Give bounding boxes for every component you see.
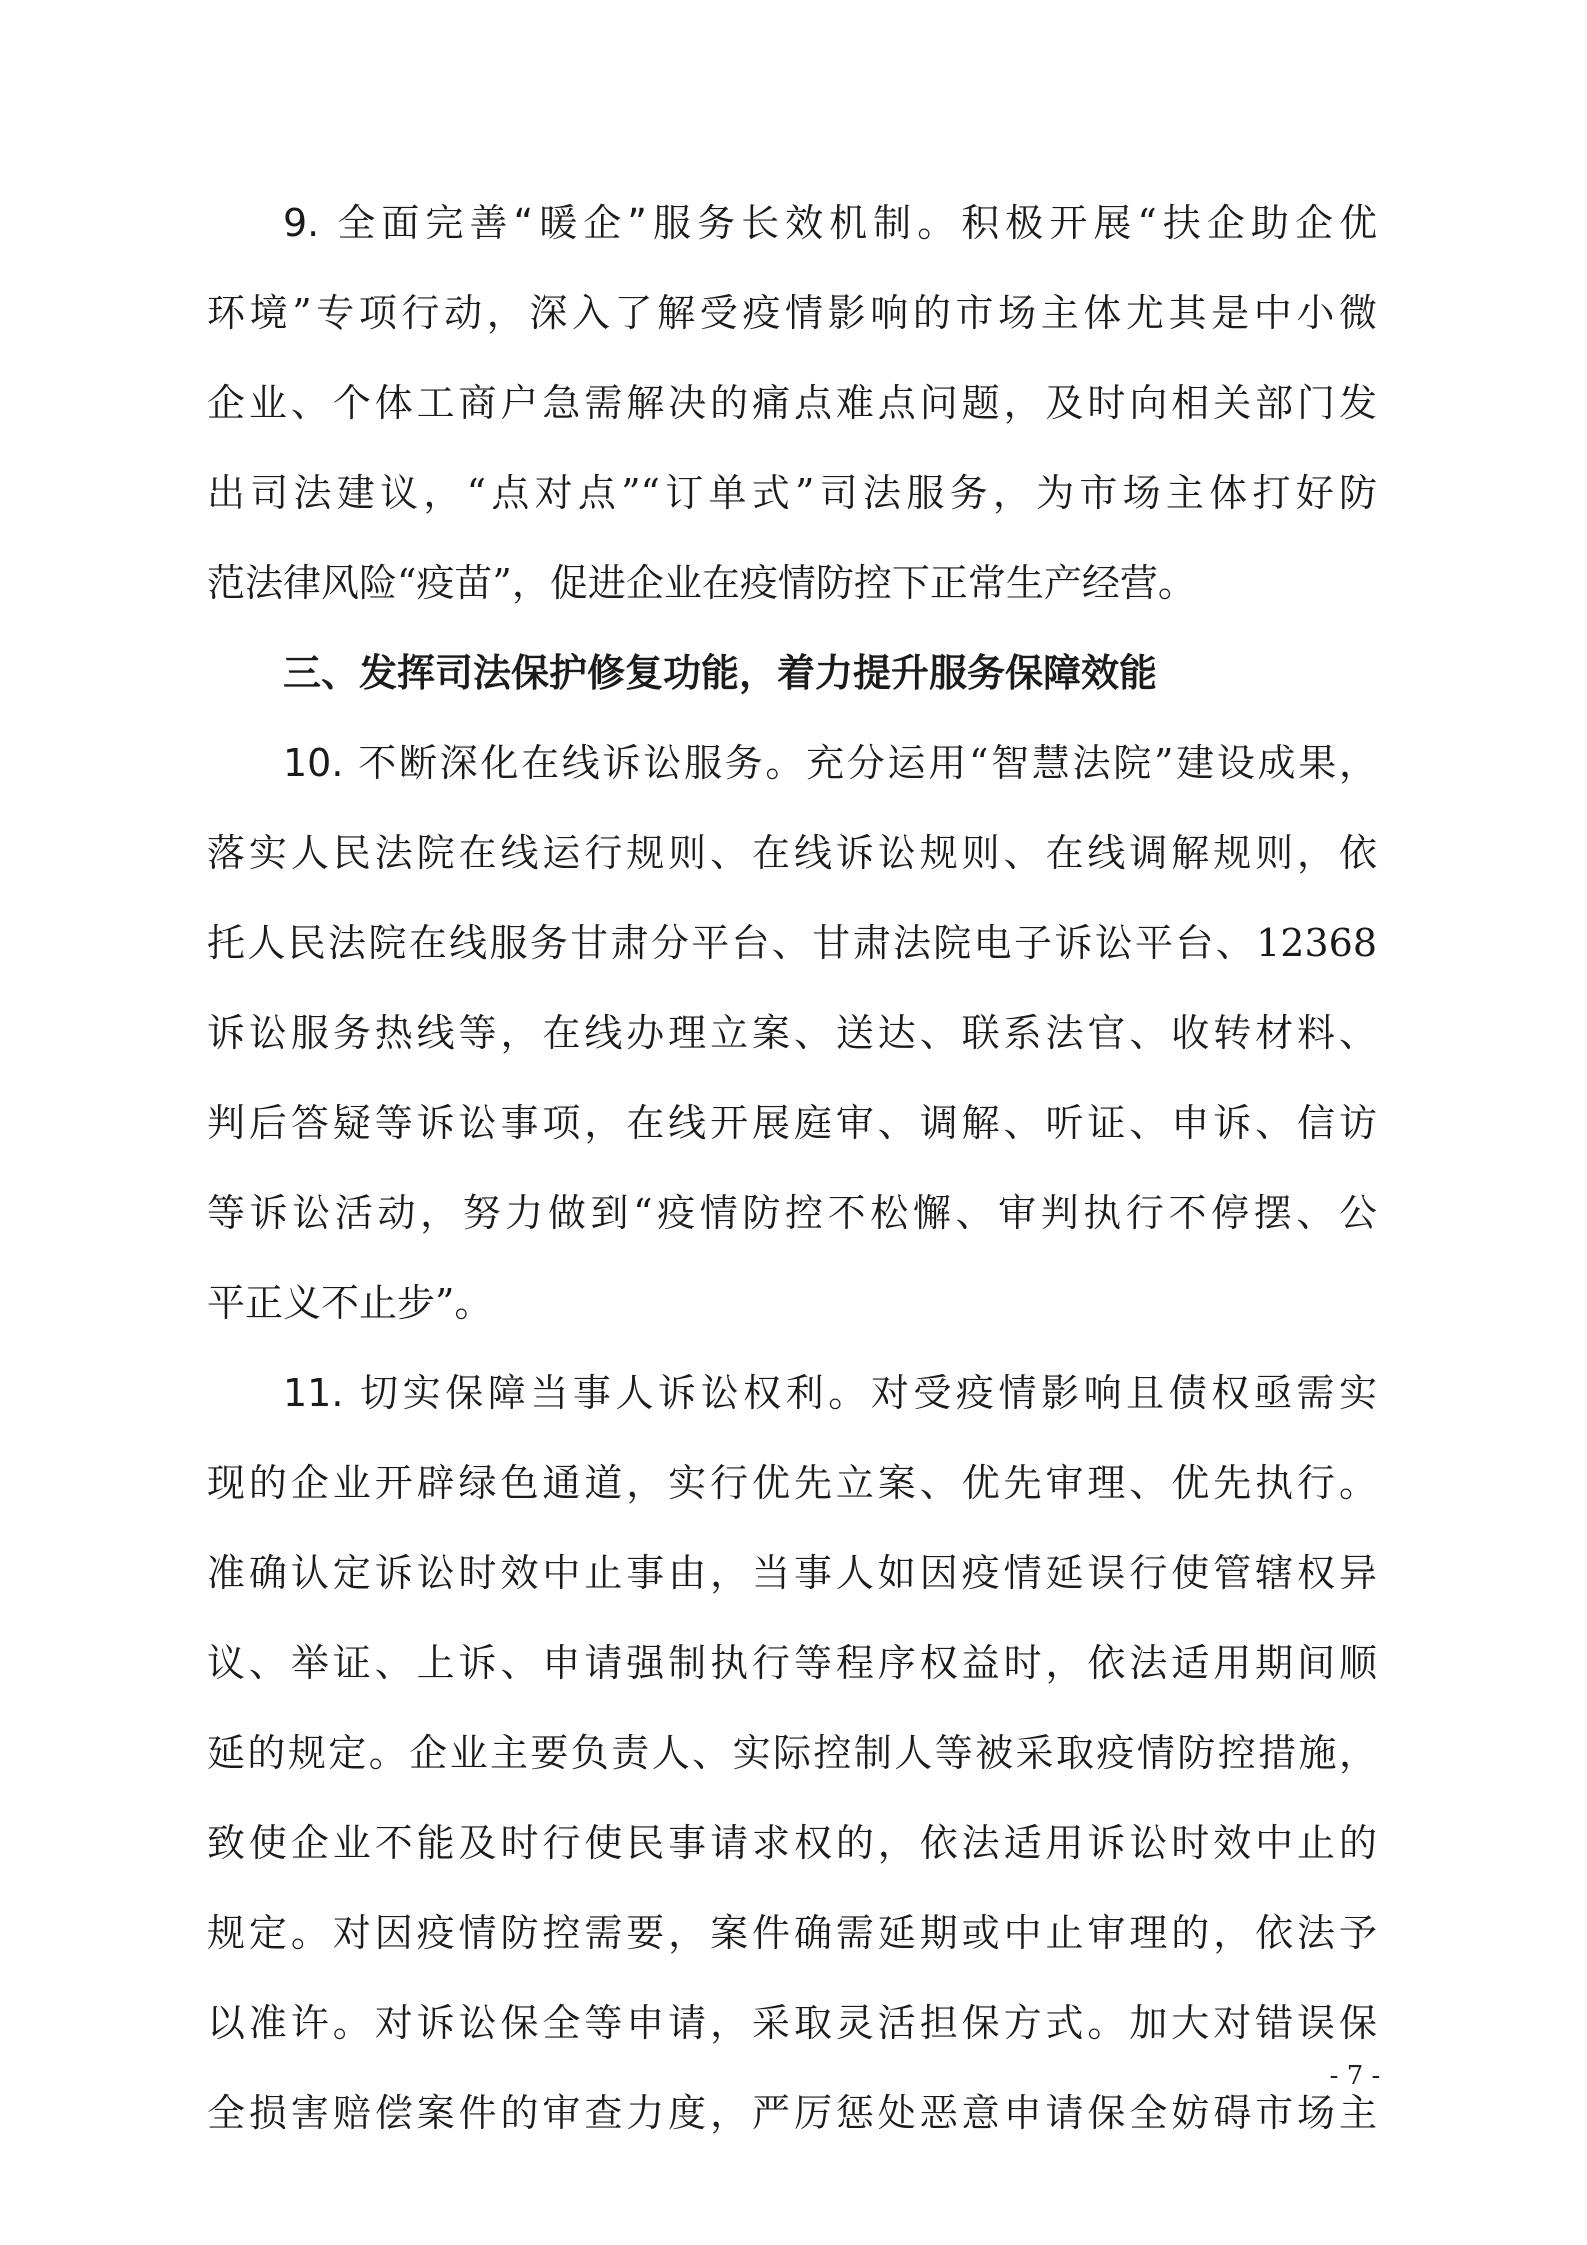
paragraph-11-line-1-rest: 对受疫情影响且债权亟需实 bbox=[870, 1371, 1377, 1415]
paragraph-9-line-1-rest: 积极开展“扶企助企优 bbox=[961, 201, 1377, 245]
paragraph-11-line-8: 以准许。对诉讼保全等申请，采取灵活担保方式。加大对错误保 bbox=[207, 2001, 1377, 2045]
section-heading-3: 三、发挥司法保护修复功能，着力提升服务保障效能 bbox=[283, 651, 1158, 695]
paragraph-11-line-9: 全损害赔偿案件的审查力度，严厉惩处恶意申请保全妨碍市场主 bbox=[207, 2091, 1377, 2135]
paragraph-11-lead: 11. 切实保障当事人诉讼权利。 bbox=[283, 1371, 871, 1415]
paragraph-9-line-4: 出司法建议，“点对点”“订单式”司法服务，为市场主体打好防 bbox=[207, 471, 1377, 515]
paragraph-10-line-4: 诉讼服务热线等，在线办理立案、送达、联系法官、收转材料、 bbox=[207, 1011, 1377, 1055]
paragraph-9-line-5: 范法律风险“疫苗”，促进企业在疫情防控下正常生产经营。 bbox=[207, 561, 1196, 605]
paragraph-11-line-4: 议、举证、上诉、申请强制执行等程序权益时，依法适用期间顺 bbox=[207, 1641, 1377, 1685]
paragraph-9-line-2: 环境”专项行动，深入了解受疫情影响的市场主体尤其是中小微 bbox=[207, 291, 1377, 335]
paragraph-11-line-3: 准确认定诉讼时效中止事由，当事人如因疫情延误行使管辖权异 bbox=[207, 1551, 1377, 1595]
paragraph-10-line-2: 落实人民法院在线运行规则、在线诉讼规则、在线调解规则，依 bbox=[207, 831, 1377, 875]
paragraph-10-line-6: 等诉讼活动，努力做到“疫情防控不松懈、审判执行不停摆、公 bbox=[207, 1191, 1377, 1235]
paragraph-9-line-3: 企业、个体工商户急需解决的痛点难点问题，及时向相关部门发 bbox=[207, 381, 1377, 425]
paragraph-11-line-5: 延的规定。企业主要负责人、实际控制人等被采取疫情防控措施， bbox=[207, 1731, 1377, 1775]
paragraph-10-line-1-rest: 充分运用“智慧法院”建设成果， bbox=[806, 741, 1377, 785]
paragraph-11-line-1 bbox=[283, 1348, 1377, 1438]
paragraph-11-line-7: 规定。对因疫情防控需要，案件确需延期或中止审理的，依法予 bbox=[207, 1911, 1377, 1955]
paragraph-10-lead: 10. 不断深化在线诉讼服务。 bbox=[283, 741, 807, 785]
paragraph-11-line-2: 现的企业开辟绿色通道，实行优先立案、优先审理、优先执行。 bbox=[207, 1461, 1377, 1505]
paragraph-9-lead: 9. 全面完善“暖企”服务长效机制。 bbox=[283, 201, 962, 245]
paragraph-10-line-5: 判后答疑等诉讼事项，在线开展庭审、调解、听证、申诉、信访 bbox=[207, 1101, 1377, 1145]
paragraph-9-line-1 bbox=[283, 178, 1377, 268]
paragraph-11-line-6: 致使企业不能及时行使民事请求权的，依法适用诉讼时效中止的 bbox=[207, 1821, 1377, 1865]
paragraph-10-line-1 bbox=[283, 718, 1377, 808]
page-number: - 7 - bbox=[1329, 2061, 1381, 2091]
paragraph-10-line-3: 托人民法院在线服务甘肃分平台、甘肃法院电子诉讼平台、12368 bbox=[207, 921, 1377, 965]
paragraph-10-line-7: 平正义不止步”。 bbox=[207, 1281, 493, 1325]
